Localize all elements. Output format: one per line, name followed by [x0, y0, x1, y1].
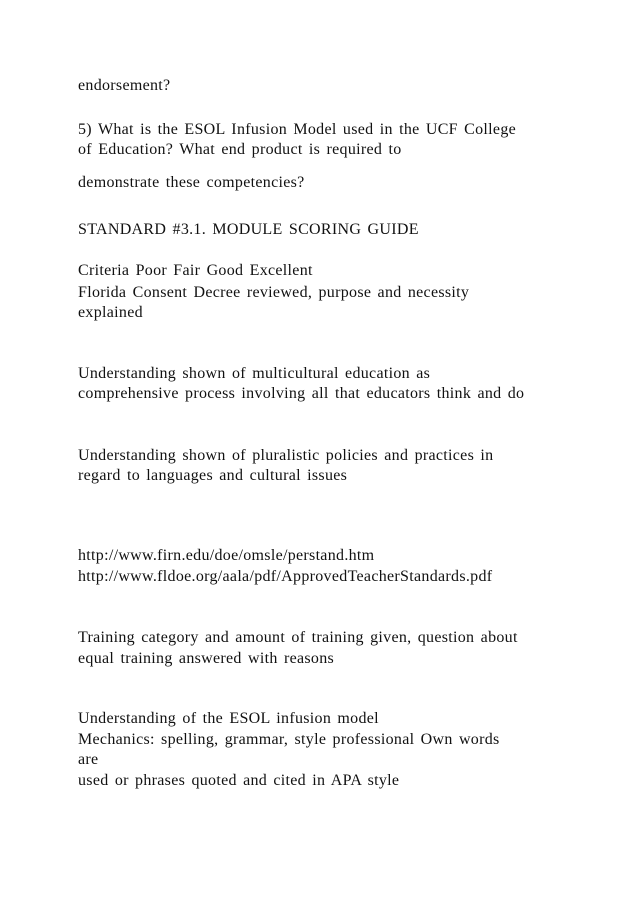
criterion-pluralistic: Understanding shown of pluralistic policies and practices in — [78, 447, 494, 464]
criterion-multicultural: Understanding shown of multicultural education as — [78, 365, 431, 382]
criterion-consent-decree: Florida Consent Decree reviewed, purpose and necessity — [78, 284, 470, 301]
criterion-training-cont: equal training answered with reasons — [78, 650, 335, 667]
criteria-header: Criteria Poor Fair Good Excellent — [78, 262, 313, 279]
text-line-question-5-end: demonstrate these competencies? — [78, 174, 305, 191]
criterion-pluralistic-cont: regard to languages and cultural issues — [78, 467, 348, 484]
criterion-training: Training category and amount of training given, question about — [78, 629, 518, 646]
criterion-multicultural-cont: comprehensive process involving all that educators think and do — [78, 385, 525, 402]
criterion-mechanics-end: used or phrases quoted and cited in APA style — [78, 772, 400, 789]
criterion-mechanics-cont: are — [78, 751, 99, 768]
criterion-esol-model: Understanding of the ESOL infusion model — [78, 710, 379, 727]
text-line-endorsement: endorsement? — [78, 77, 171, 94]
criterion-consent-decree-cont: explained — [78, 304, 143, 321]
criterion-mechanics: Mechanics: spelling, grammar, style professional Own words — [78, 731, 500, 748]
text-line-question-5-cont: of Education? What end product is required to — [78, 141, 402, 158]
url-firn[interactable]: http://www.firn.edu/doe/omsle/perstand.htm — [78, 547, 375, 564]
text-line-question-5: 5) What is the ESOL Infusion Model used in the UCF College — [78, 121, 517, 138]
standard-heading: STANDARD #3.1. MODULE SCORING GUIDE — [78, 221, 419, 238]
url-fldoe[interactable]: http://www.fldoe.org/aala/pdf/ApprovedTeacherStandards.pdf — [78, 568, 493, 585]
